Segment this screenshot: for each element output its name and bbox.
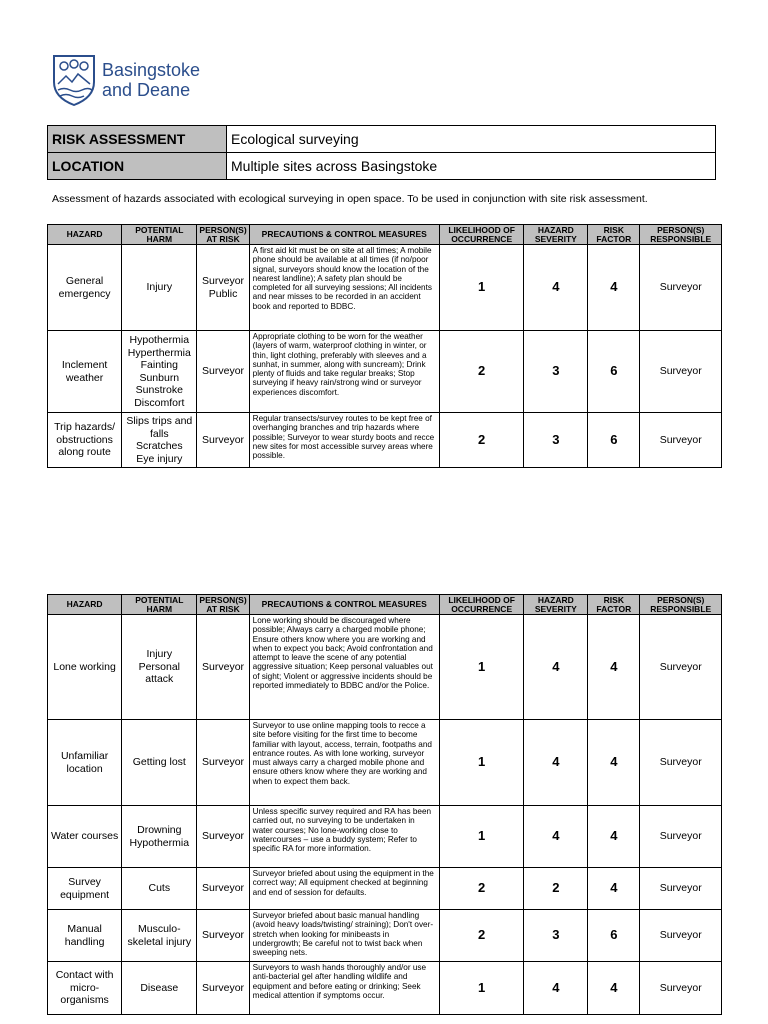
hazard-cell: Manual handling [48, 910, 122, 962]
severity-cell: 3 [524, 413, 588, 468]
persons-cell: Surveyor [197, 331, 249, 413]
responsible-cell: Surveyor [640, 615, 722, 720]
severity-cell: 4 [524, 720, 588, 806]
likelihood-cell: 1 [439, 962, 524, 1015]
responsible-cell: Surveyor [640, 413, 722, 468]
table-row [48, 962, 722, 1015]
likelihood-cell: 2 [439, 910, 524, 962]
responsible-cell: Surveyor [640, 331, 722, 413]
col-risk-factor: RISK FACTOR [588, 225, 640, 245]
assessment-header-table [47, 125, 716, 180]
responsible-cell: Surveyor [640, 962, 722, 1015]
col-hazard: HAZARD [48, 595, 122, 615]
col-responsible: PERSON(S) RESPONSIBLE [640, 595, 722, 615]
harm-cell: Injury [122, 245, 197, 331]
harm-cell: Drowning Hypothermia [122, 806, 197, 868]
col-hazard: HAZARD [48, 225, 122, 245]
intro-text: Assessment of hazards associated with ecological surveying in open space. To be used in conjunction with site risk assessment. [52, 193, 648, 205]
col-severity: HAZARD SEVERITY [524, 595, 588, 615]
col-precautions: PRECAUTIONS & CONTROL MEASURES [249, 225, 439, 245]
hazard-cell: Water courses [48, 806, 122, 868]
col-likelihood: LIKELIHOOD OF OCCURRENCE [439, 225, 524, 245]
precautions-cell: Surveyor briefed about basic manual handling (avoid heavy loads/twisting/ straining); Don't over-stretch when looking for minibeasts in undergrowth; Be careful not to twist back when sweeping nets. [249, 910, 439, 962]
persons-cell: Surveyor [197, 910, 249, 962]
council-name [102, 60, 200, 100]
severity-cell: 2 [524, 868, 588, 910]
hazard-cell: Lone working [48, 615, 122, 720]
precautions-cell: Appropriate clothing to be worn for the weather (layers of warm, waterproof clothing in winter, or thin, light clothing, preferably with sleeves and a sunhat, in summer, along with suncream); Drink plenty of fluids and take regular breaks; Stop surveying if heavy rain/strong wind or surveyor experiences discomfort. [249, 331, 439, 413]
location-label: LOCATION [48, 153, 227, 180]
col-persons-at-risk: PERSON(S) AT RISK [197, 225, 249, 245]
col-potential-harm: POTENTIAL HARM [122, 225, 197, 245]
hazard-cell: Contact with micro-organisms [48, 962, 122, 1015]
hazard-cell: Unfamiliar location [48, 720, 122, 806]
precautions-cell: Lone working should be discouraged where possible; Always carry a charged mobile phone; Ensure others know where you are working and when to expect you back; Avoid confrontation and attempt to leave the scene of any potential aggressive situation; Keep personal valuables out of sight; Violent or aggressive incidents should be reported immediately to BDBC and/or the Police. [249, 615, 439, 720]
table-row [48, 331, 722, 413]
risk-factor-cell: 6 [588, 910, 640, 962]
hazard-cell: Survey equipment [48, 868, 122, 910]
col-responsible: PERSON(S) RESPONSIBLE [640, 225, 722, 245]
risk-factor-cell: 4 [588, 615, 640, 720]
responsible-cell: Surveyor [640, 868, 722, 910]
precautions-cell: Surveyor briefed about using the equipment in the correct way; All equipment checked at beginning and end of session for defaults. [249, 868, 439, 910]
precautions-cell: Surveyors to wash hands thoroughly and/or use anti-bacterial gel after handling wildlife and equipment and before eating or drinking; Seek medical attention if symptoms occur. [249, 962, 439, 1015]
likelihood-cell: 1 [439, 720, 524, 806]
hazard-cell: Inclement weather [48, 331, 122, 413]
severity-cell: 3 [524, 331, 588, 413]
likelihood-cell: 1 [439, 806, 524, 868]
council-crest-icon [52, 54, 96, 106]
harm-cell: Cuts [122, 868, 197, 910]
table-row [48, 806, 722, 868]
likelihood-cell: 2 [439, 413, 524, 468]
severity-cell: 4 [524, 615, 588, 720]
table-row [48, 245, 722, 331]
likelihood-cell: 1 [439, 615, 524, 720]
risk-factor-cell: 4 [588, 962, 640, 1015]
risk-factor-cell: 4 [588, 868, 640, 910]
precautions-cell: Surveyor to use online mapping tools to recce a site before visiting for the first time to become familiar with layout, access, terrain, footpaths and entrance routes. As with lone working, surveyor must always carry a charged mobile phone and ensure others know where they are working and when to expect them back. [249, 720, 439, 806]
risk-assessment-value: Ecological surveying [227, 126, 716, 153]
responsible-cell: Surveyor [640, 806, 722, 868]
col-persons-at-risk: PERSON(S) AT RISK [197, 595, 249, 615]
harm-cell: Slips trips and falls Scratches Eye injury [122, 413, 197, 468]
persons-cell: Surveyor [197, 868, 249, 910]
table-row [48, 615, 722, 720]
harm-cell: Disease [122, 962, 197, 1015]
risk-factor-cell: 4 [588, 720, 640, 806]
header-row [48, 153, 716, 180]
table-row [48, 720, 722, 806]
table-header-row [48, 595, 722, 615]
header-row [48, 126, 716, 153]
likelihood-cell: 2 [439, 868, 524, 910]
table-header-row [48, 225, 722, 245]
hazard-cell: Trip hazards/ obstructions along route [48, 413, 122, 468]
col-risk-factor: RISK FACTOR [588, 595, 640, 615]
persons-cell: Surveyor [197, 806, 249, 868]
likelihood-cell: 1 [439, 245, 524, 331]
risk-factor-cell: 6 [588, 331, 640, 413]
risk-table-2 [47, 594, 722, 1015]
likelihood-cell: 2 [439, 331, 524, 413]
risk-table-1 [47, 224, 722, 468]
responsible-cell: Surveyor [640, 910, 722, 962]
col-potential-harm: POTENTIAL HARM [122, 595, 197, 615]
persons-cell: Surveyor [197, 615, 249, 720]
precautions-cell: A first aid kit must be on site at all times; A mobile phone should be available at all times (if no/poor signal, surveyors should know the location of the nearest landline); A safety plan should be completed for all surveying sessions; All incidents and near misses to be recorded in an accident book and reported to BDBC. [249, 245, 439, 331]
precautions-cell: Unless specific survey required and RA has been carried out, no surveying to be undertaken in water courses; No lone-working close to watercourses – use a buddy system; Refer to specific RA for more information. [249, 806, 439, 868]
table-row [48, 868, 722, 910]
risk-factor-cell: 4 [588, 806, 640, 868]
col-severity: HAZARD SEVERITY [524, 225, 588, 245]
severity-cell: 3 [524, 910, 588, 962]
severity-cell: 4 [524, 806, 588, 868]
persons-cell: Surveyor [197, 413, 249, 468]
harm-cell: Hypothermia Hyperthermia Fainting Sunburn Sunstroke Discomfort [122, 331, 197, 413]
harm-cell: Musculo-skeletal injury [122, 910, 197, 962]
table-row [48, 910, 722, 962]
table-row [48, 413, 722, 468]
council-name-line2: and Deane [102, 80, 191, 100]
risk-assessment-label: RISK ASSESSMENT [48, 126, 227, 153]
risk-factor-cell: 6 [588, 413, 640, 468]
hazard-cell: General emergency [48, 245, 122, 331]
council-logo [52, 54, 200, 106]
location-value: Multiple sites across Basingstoke [227, 153, 716, 180]
persons-cell: Surveyor [197, 962, 249, 1015]
responsible-cell: Surveyor [640, 720, 722, 806]
precautions-cell: Regular transects/survey routes to be kept free of overhanging branches and trip hazards where possible; Surveyor to wear sturdy boots and recce new sites for most accessible survey areas where possible. [249, 413, 439, 468]
harm-cell: Getting lost [122, 720, 197, 806]
severity-cell: 4 [524, 962, 588, 1015]
persons-cell: Surveyor Public [197, 245, 249, 331]
harm-cell: Injury Personal attack [122, 615, 197, 720]
col-precautions: PRECAUTIONS & CONTROL MEASURES [249, 595, 439, 615]
severity-cell: 4 [524, 245, 588, 331]
responsible-cell: Surveyor [640, 245, 722, 331]
council-name-line1: Basingstoke [102, 60, 201, 80]
col-likelihood: LIKELIHOOD OF OCCURRENCE [439, 595, 524, 615]
persons-cell: Surveyor [197, 720, 249, 806]
risk-factor-cell: 4 [588, 245, 640, 331]
